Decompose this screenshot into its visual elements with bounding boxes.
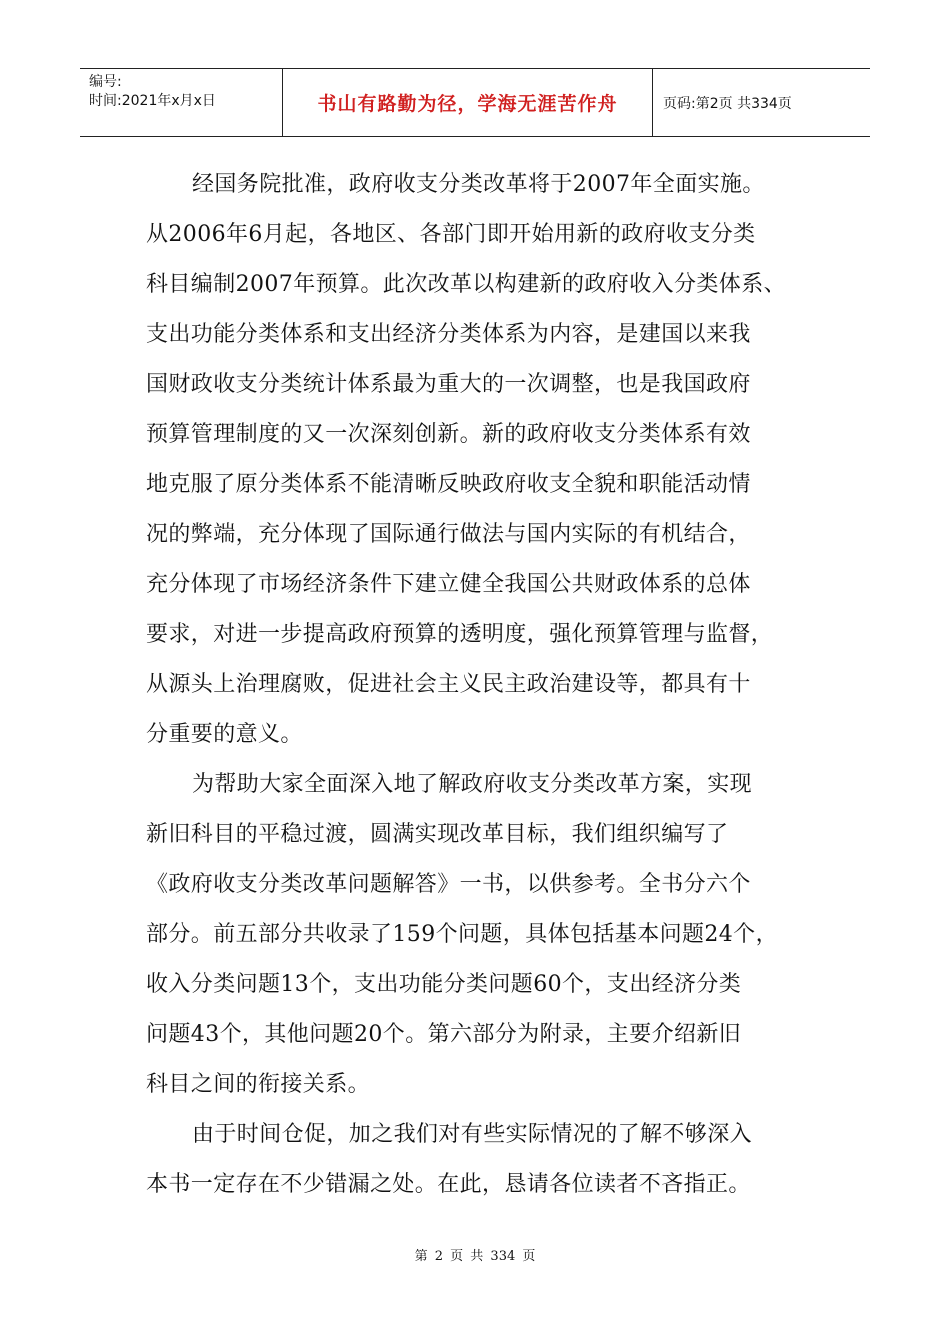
paragraph-line: 要求，对进一步提高政府预算的透明度，强化预算管理与监督， bbox=[146, 622, 774, 647]
document-number-label: 编号: bbox=[89, 74, 122, 90]
paragraph-line: 地克服了原分类体系不能清晰反映政府收支全貌和职能活动情 bbox=[146, 472, 751, 497]
header-meta bbox=[80, 69, 283, 136]
paragraph-line: 《政府收支分类改革问题解答》一书，以供参考。全书分六个 bbox=[146, 872, 751, 897]
paragraph-line: 科目编制2007年预算。此次改革以构建新的政府收入分类体系、 bbox=[146, 272, 786, 297]
paragraph-line: 况的弊端，充分体现了国际通行做法与国内实际的有机结合， bbox=[146, 522, 751, 547]
paragraph-line: 科目之间的衔接关系。 bbox=[146, 1072, 371, 1097]
header-page-info: 页码:第2页 共334页 bbox=[663, 95, 792, 112]
paragraph-line: 由于时间仓促，加之我们对有些实际情况的了解不够深入 bbox=[192, 1122, 753, 1147]
paragraph-line: 本书一定存在不少错漏之处。在此，恳请各位读者不吝指正。 bbox=[146, 1172, 751, 1197]
paragraph-line: 经国务院批准，政府收支分类改革将于2007年全面实施。 bbox=[192, 172, 765, 197]
page-footer: 第 2 页 共 334 页 bbox=[414, 1249, 536, 1264]
document-date-label: 时间:2021年x月x日 bbox=[89, 93, 216, 109]
paragraph-line: 预算管理制度的又一次深刻创新。新的政府收支分类体系有效 bbox=[146, 422, 751, 447]
paragraph-line: 国财政收支分类统计体系最为重大的一次调整，也是我国政府 bbox=[146, 372, 751, 397]
paragraph-line: 收入分类问题13个，支出功能分类问题60个，支出经济分类 bbox=[146, 972, 742, 997]
paragraph-line: 充分体现了市场经济条件下建立健全我国公共财政体系的总体 bbox=[146, 572, 751, 597]
document-body bbox=[146, 160, 830, 1210]
paragraph-line: 从源头上治理腐败，促进社会主义民主政治建设等，都具有十 bbox=[146, 672, 751, 697]
paragraph-line: 新旧科目的平稳过渡，圆满实现改革目标，我们组织编写了 bbox=[146, 822, 729, 847]
paragraph-line: 问题43个，其他问题20个。第六部分为附录，主要介绍新旧 bbox=[146, 1022, 742, 1047]
header-motto: 书山有路勤为径，学海无涯苦作舟 bbox=[283, 69, 653, 136]
paragraph-line: 分重要的意义。 bbox=[146, 722, 303, 747]
document-header bbox=[80, 68, 870, 137]
paragraph-line: 为帮助大家全面深入地了解政府收支分类改革方案，实现 bbox=[192, 772, 753, 797]
paragraph-line: 部分。前五部分共收录了159个问题，具体包括基本问题24个， bbox=[146, 922, 778, 947]
paragraph-line: 支出功能分类体系和支出经济分类体系为内容，是建国以来我 bbox=[146, 322, 751, 347]
paragraph-line: 从2006年6月起，各地区、各部门即开始用新的政府收支分类 bbox=[146, 222, 756, 247]
